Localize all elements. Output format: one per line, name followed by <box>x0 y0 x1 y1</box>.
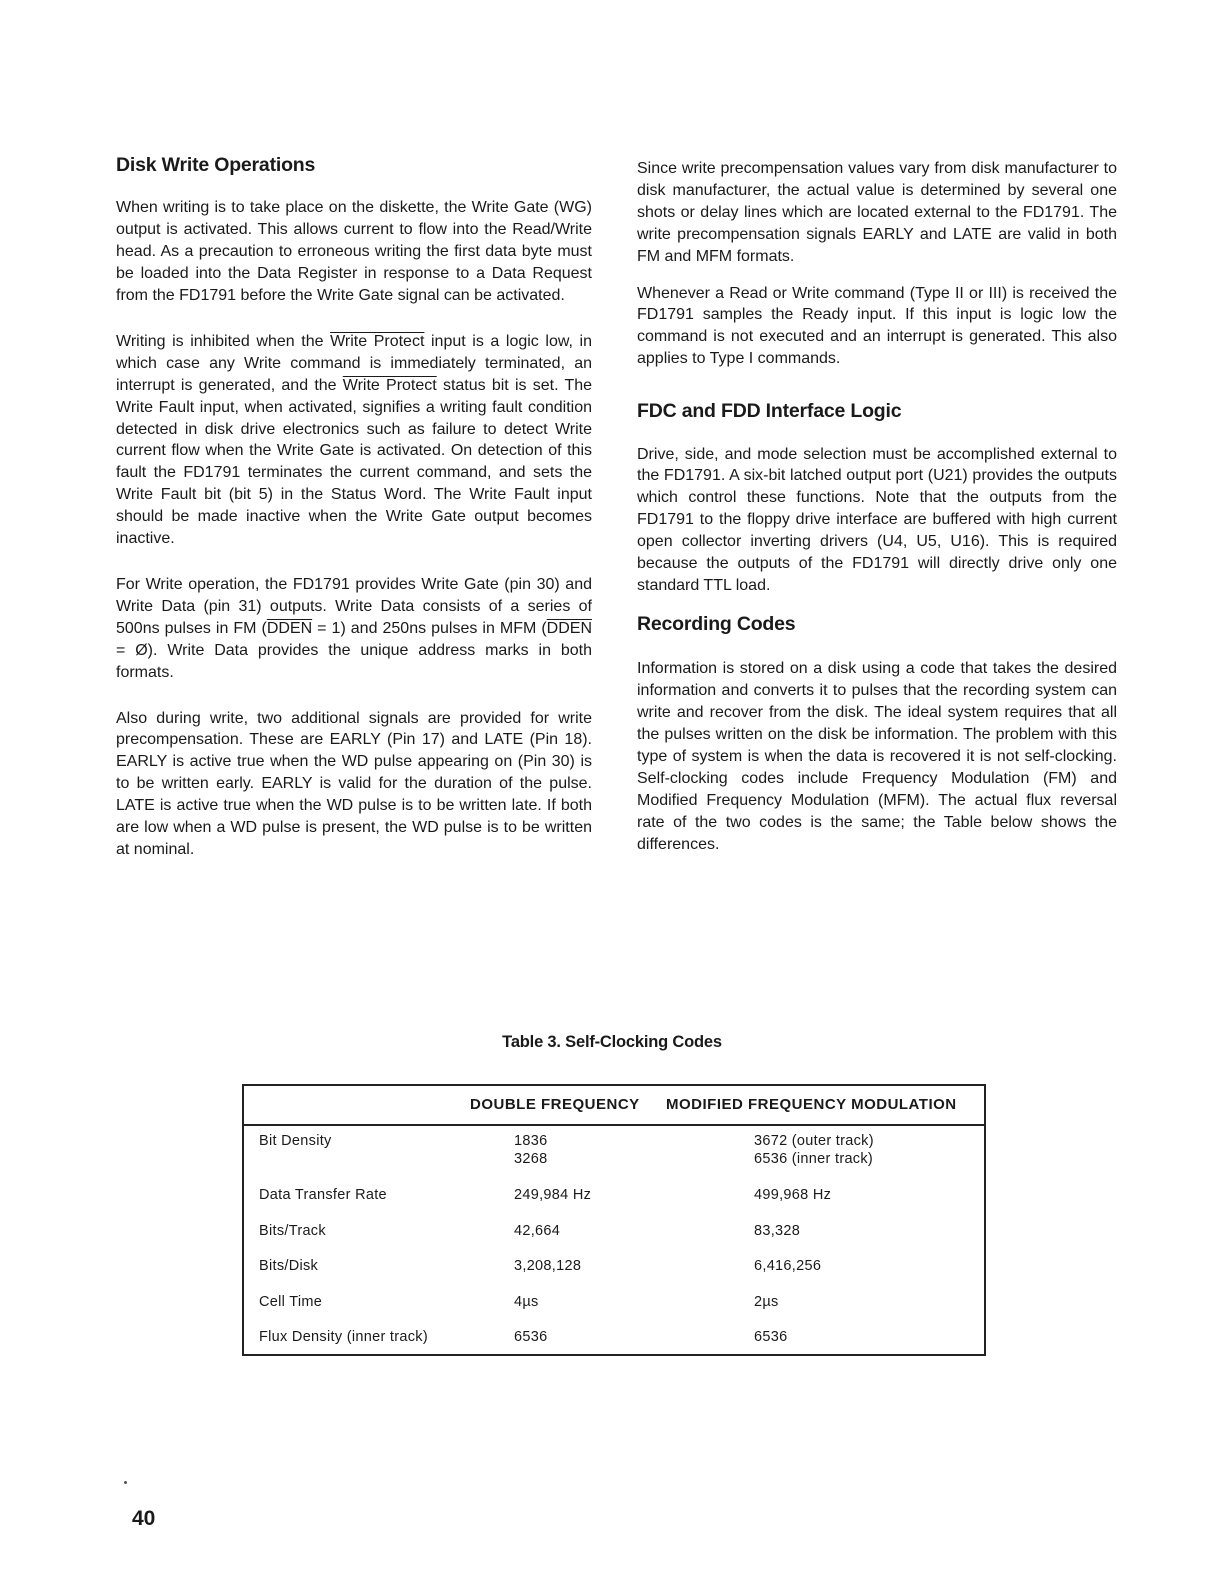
row-label: Flux Density (inner track) <box>259 1329 428 1345</box>
left-column <box>116 150 592 861</box>
text-span: status bit is set. The Write Fault input, when activated, signifies a writing fault condition detected in disk drive electronics such as failure to detect Write current flow when the Write Gate is activated. On detection of this fault the FD1791 terminates the current command, and sets the Write Fault bit (bit 5) in the Status Word. The Write Fault input should be made inactive when the Write Gate output becomes inactive. <box>116 376 593 548</box>
paragraph-write-data <box>116 574 592 684</box>
paragraph-write-gate: When writing is to take place on the diskette, the Write Gate (WG) output is activated. This allows current to flow into the Read/Write head. As a precaution to erroneous writing the first data byte must be loaded into the Data Register in response to a Data Request from the FD1791 before the Write Gate signal can be activated. <box>116 199 592 305</box>
self-clocking-codes-table <box>242 1084 986 1356</box>
row-label: Bits/Track <box>259 1223 326 1239</box>
mfm-value: 2µs <box>754 1294 779 1310</box>
write-protect-signal: Write Protect <box>342 376 437 394</box>
fdc-fdd-heading: FDC and FDD Interface Logic <box>637 400 902 423</box>
mfm-value: 83,328 <box>754 1223 801 1239</box>
double-frequency-value: 3268 <box>514 1151 548 1167</box>
row-label: Data Transfer Rate <box>259 1187 387 1203</box>
row-label: Bits/Disk <box>259 1258 319 1274</box>
double-frequency-value: 249,984 Hz <box>514 1187 592 1203</box>
mfm-value: 3672 (outer track) <box>754 1133 874 1149</box>
paragraph-recording-codes: Information is stored on a disk using a code that takes the desired information and converts it to pulses that the recording system can write and recover from the disk. The ideal system requires that all the pulses written on the disk be information. The problem with this type of system is when the data is recovered it is not self-clocking. Self-clocking codes include Frequency Modulation (FM) and Modified Frequency Modulation (MFM). The actual flux reversal rate of the two codes is the same; the Table below shows the differences. <box>637 660 1117 853</box>
text-span: Writing is inhibited when the <box>116 332 331 350</box>
text-span: For Write operation, the FD1791 provides Write Gate (pin 30) and Write Data (pin 31) outputs. Write Data consists of a series of 500ns pulses in FM ( <box>116 575 592 637</box>
text-span: = 1) and 250ns pulses in MFM ( <box>312 619 547 637</box>
dden-signal: DDEN <box>546 619 592 637</box>
column-header-mfm: MODIFIED FREQUENCY MODULATION <box>666 1096 957 1113</box>
mfm-value: 6536 <box>754 1329 788 1345</box>
double-frequency-value: 42,664 <box>514 1223 561 1239</box>
paragraph-write-protect <box>116 331 592 550</box>
mfm-value: 6536 (inner track) <box>754 1151 874 1167</box>
double-frequency-value: 1836 <box>514 1133 548 1149</box>
header-divider <box>244 1124 984 1126</box>
scan-speck <box>124 1481 127 1484</box>
right-column <box>637 158 1117 855</box>
row-label: Bit Density <box>259 1133 332 1149</box>
disk-write-heading: Disk Write Operations <box>116 154 316 176</box>
paragraph-interface-logic: Drive, side, and mode selection must be accomplished external to the FD1791. A six-bit latched output port (U21) provides the outputs which control these functions. Note that the outputs from the FD1791 to the floppy drive interface are buffered with high current open collector inverting drivers (U4, U5, U16). This is required because the outputs of the FD1791 will directly drive only one standard TTL load. <box>637 445 1117 594</box>
double-frequency-value: 6536 <box>514 1329 548 1345</box>
paragraph-precomp-values: Since write precompensation values vary from disk manufacturer to disk manufacturer, the actual value is determined by several one shots or delay lines which are located external to the FD1791. The write precompensation signals EARLY and LATE are valid in both FM and MFM formats. <box>637 160 1117 265</box>
mfm-value: 499,968 Hz <box>754 1187 832 1203</box>
page-number: 40 <box>132 1507 156 1530</box>
double-frequency-value: 3,208,128 <box>514 1258 582 1274</box>
paragraph-precompensation: Also during write, two additional signals are provided for write precompensation. These are EARLY (Pin 17) and LATE (Pin 18). EARLY is active true when the WD pulse appearing on (Pin 30) is to be written early. EARLY is valid for the duration of the pulse. LATE is active true when the WD pulse is to be written late. If both are low when a WD pulse is present, the WD pulse is to be written at nominal. <box>116 709 592 858</box>
recording-codes-heading: Recording Codes <box>637 612 796 635</box>
column-header-double-frequency: DOUBLE FREQUENCY <box>470 1096 640 1113</box>
mfm-value: 6,416,256 <box>754 1258 822 1274</box>
double-frequency-value: 4µs <box>514 1294 539 1310</box>
dden-signal: DDEN <box>266 619 313 637</box>
table-caption: Table 3. Self-Clocking Codes <box>502 1033 722 1051</box>
row-label: Cell Time <box>259 1294 323 1310</box>
write-protect-signal: Write Protect <box>330 332 425 350</box>
paragraph-ready-input: Whenever a Read or Write command (Type II or III) is received the FD1791 samples the Ready input. If this input is logic low the command is not executed and an interrupt is generated. This also applies to Type I commands. <box>637 284 1117 368</box>
text-span: input is a logic low, in which case any Write command is immediately terminated, an interrupt is generated, and the <box>116 332 593 394</box>
text-span: = Ø). Write Data provides the unique address marks in both formats. <box>116 641 592 681</box>
